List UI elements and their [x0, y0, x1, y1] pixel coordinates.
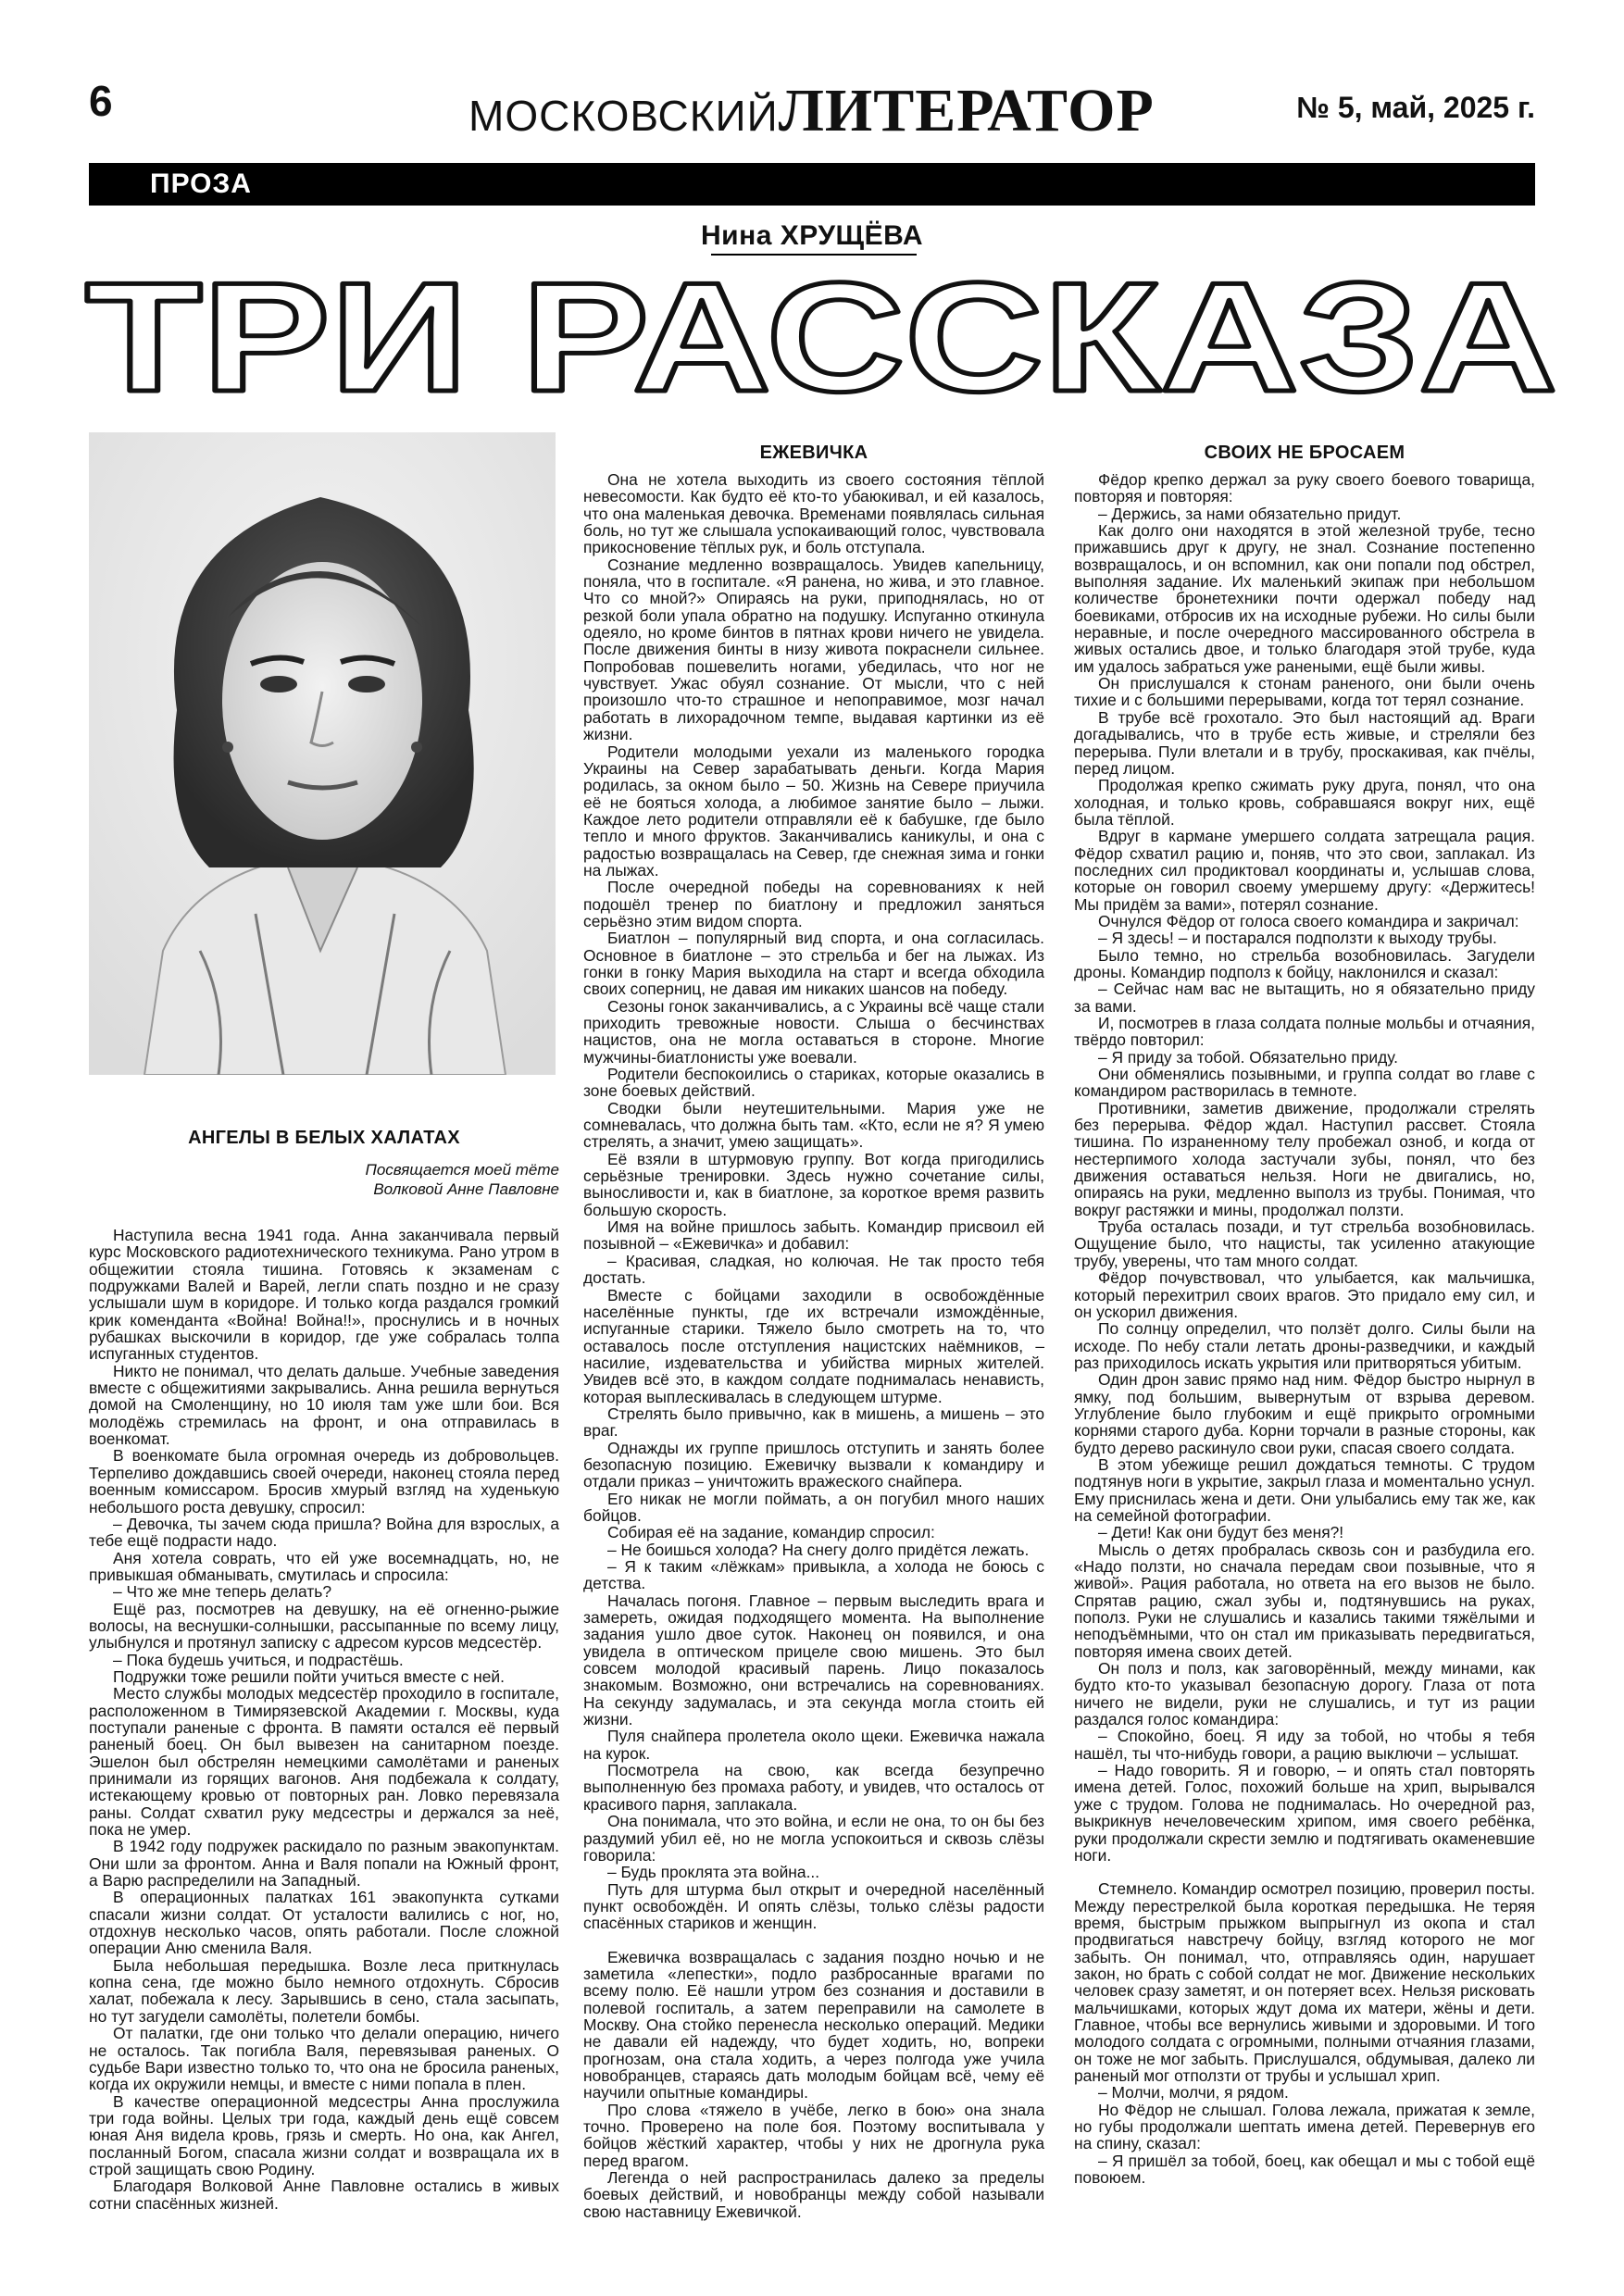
- author-photo: [89, 432, 556, 1075]
- story-body-ours: [1074, 471, 1535, 2186]
- paragraph: Мысль о детях пробралась сквозь сон и разбудила его. «Надо ползти, но сначала передам свои позывные, что я живой». Рация работала, но ответа на его вызов не было. Спрятав рацию, сжал зубы и, подтянувшись на руках, пополз. Руки не слушались и казались такими тяжёлыми и неподъёмными, что он стал им приказывать передвигаться, повторяя имена своих детей.: [1074, 1540, 1535, 1661]
- paragraph: – Сейчас нам вас не вытащить, но я обязательно приду за вами.: [1074, 980, 1535, 1016]
- paragraph: Благодаря Волковой Анне Павловне остались в живых сотни спасённых жизней.: [89, 2177, 559, 2213]
- paragraph: Место службы молодых медсестёр проходило в госпитале, расположенном в Тимирязевской Академии г. Москвы, куда поступали раненые с фронта. В памяти остался её первый раненый боец. Он был вывезен на санитарном поезде. Эшелон был обстрелян немецкими самолётами и раненых принимали из горящих вагонов. Аня подбежала к солдату, истекающему кровью от повторных ран. Ловко перевязала раны. Солдат схватил руку медсестры и держался за неё, пока не умер.: [89, 1684, 559, 1840]
- headline: [76, 263, 1567, 411]
- paragraph: Очнулся Фёдор от голоса своего командира и закричал:: [1098, 911, 1519, 930]
- paragraph: – Я приду за тобой. Обязательно приду.: [1098, 1047, 1399, 1067]
- story-body-angels: [89, 1227, 559, 2212]
- paragraph: Сводки были неутешительными. Мария уже не сомневалась, что должна быть там. «Кто, если не я? Я умею стрелять, а значит, умею защищать».: [583, 1098, 1044, 1152]
- author-name: Нина ХРУЩЁВА: [700, 220, 923, 251]
- paragraph: В военкомате была огромная очередь из добровольцев. Терпеливо дождавшись своей очереди, наконец стояла перед военным комиссаром. Бросив хмурый взгляд на худенькую небольшого роста девушку, спросил:: [89, 1446, 559, 1516]
- paragraph: Пуля снайпера пролетела около щеки. Ежевичка нажала на курок.: [583, 1727, 1044, 1763]
- story-body-blackberry: [583, 471, 1044, 2220]
- paragraph: Имя на войне пришлось забыть. Командир присвоил ей позывной – «Ежевичка» и добавил:: [583, 1217, 1044, 1254]
- paragraph: Наступила весна 1941 года. Анна заканчивала первый курс Московского радиотехнического техникума. Рано утром в общежитии стояла тишина. Готовясь к экзаменам с подружками Валей и Варей, легли спать поздно и не сразу услышали шум в коридоре. И только когда раздался громкий крик коменданта «Война! Война!!», проснулись и в ночных рубашках выскочили в коридор, где уже собралась толпа испуганных студентов.: [89, 1226, 559, 1364]
- issue-date: № 5, май, 2025 г.: [1296, 91, 1535, 124]
- paragraph: Противники, заметив движение, продолжали стрелять без перерыва. Фёдор ждал. Наступил рассвет. Стояла тишина. По израненному телу пробежал озноб, и когда от нестерпимого холода застучали зубы, понял, что без движения оставаться нельзя. Ноги не двигались, но, опираясь на руки, медленно выполз из трубы. Понимая, что вокруг растяжки и мины, продолжал ползти.: [1074, 1098, 1535, 1219]
- paragraph: Посмотрела на свою, как всегда безупречно выполненную без промаха работу, и увидев, что осталось от красивого парня, заплакала.: [583, 1761, 1044, 1814]
- paragraph: Было темно, но стрельба возобновилась. Загудели дроны. Командир подполз к бойцу, наклонился и сказал:: [1074, 945, 1535, 981]
- paragraph: Сезоны гонок заканчивались, а с Украины всё чаще стали приходить тревожные новости. Слыша о бесчинствах нацистов, она не могла оставаться в стороне. Многие мужчины-биатлонисты уже воевали.: [583, 996, 1044, 1067]
- logo-part-literator: ЛИТЕРАТОР: [778, 77, 1155, 144]
- story-title-angels: АНГЕЛЫ В БЕЛЫХ ХАЛАТАХ: [188, 1128, 460, 1148]
- newspaper-logo: [468, 76, 1155, 146]
- paragraph: – Девочка, ты зачем сюда пришла? Война для взрослых, а тебе ещё подрасти надо.: [89, 1514, 559, 1551]
- paragraph: Его никак не могли поймать, а он погубил много наших бойцов.: [583, 1489, 1044, 1525]
- paragraph: Ещё раз, посмотрев на девушку, на её огненно-рыжие волосы, на веснушки-солнышки, рассыпанные по всему лицу, улыбнулся и протянул записку с адресом курсов медсестёр.: [89, 1599, 559, 1653]
- paragraph: Она понимала, что это война, и если не она, то он бы без раздумий убил её, но не могла успокоиться и сквозь слёзы говорила:: [583, 1812, 1044, 1865]
- rubric-label: ПРОЗА: [150, 168, 252, 199]
- paragraph: Сознание медленно возвращалось. Увидев капельницу, поняла, что в госпитале. «Я ранена, но жива, и это главное. Что со мной?» Опираясь на руки, приподнялась, но от резкой боли упала обратно на подушку. Испуганно откинула одеяло, но кроме бинтов в пятнах крови ничего не увидела. После движения бинты в низу живота покраснели сильнее. Попробовав пошевелить ногами, убедилась, что ног не чувствует. Ужас обуял сознание. От мысли, что с ней произошло что-то страшное и непоправимое, мозг начал работать в лихорадочном темпе, выдавая картинки из её жизни.: [583, 555, 1044, 744]
- paragraph: Как долго они находятся в этой железной трубе, тесно прижавшись друг к другу, не знал. Сознание постепенно возвращалось, и он вспомнил, как они попали под обстрел, выполняя задание. Их маленький экипаж при небольшом количестве бронетехники почти одержал победу над боевиками, отбросив их на исходные рубежи. Но силы были неравные, и после очередного массированного обстрела в живых остались двое, и только благодаря этой трубе, куда им удалось забраться уже ранеными, ещё были живы.: [1074, 521, 1535, 676]
- masthead: [0, 76, 1624, 154]
- dedication-line: Посвящается моей тёте: [365, 1161, 559, 1179]
- paragraph: – Я к таким «лёжкам» привыкла, а холода не боюсь с детства.: [583, 1557, 1044, 1593]
- paragraph: В качестве операционной медсестры Анна прослужила три года войны. Целых три года, каждый день ещё совсем юная Аня видела кровь, грязь и смерть. Но она, как Ангел, посланный Богом, спасала жизни солдат и возвращала их в строй защищать свою Родину.: [89, 2091, 559, 2178]
- paragraph: Родители молодыми уехали из маленького городка Украины на Север зарабатывать деньги. Когда Мария родилась, за окном было – 50. Жизнь на Севере приучила её не бояться холода, а любимое занятие было – лыжи. Каждое лето родители отправляли её к бабушке, где было тепло и много фруктов. Заканчивались каникулы, и она с радостью возвращалась на Север, где снежная зима и гонки на лыжах.: [583, 742, 1044, 880]
- paragraph: – Я здесь! – и постарался подползти к выходу трубы.: [1098, 929, 1497, 948]
- author-underline: [711, 254, 917, 256]
- paragraph: – Держись, за нами обязательно придут.: [1098, 504, 1402, 523]
- paragraph: Стемнело. Командир осмотрел позицию, проверил посты. Между перестрелкой была короткая передышка. Не теряя время, быстрым прыжком выпрыгнул из окопа и стал продвигаться навстречу бойцу, взгляд которого не мог забыть. Он понимал, что, отправляясь один, нарушает закон, но брать с собой солдат не мог. Движение нескольких человек сразу заметят, и он потеряет всех. Нельзя рисковать мальчишками, которых ждут дома их матери, жёны и дети. Главное, чтобы все вернулись живыми и здоровыми. И того молодого солдата с огромными, полными отчаяния глазами, он тоже не мог забыть. Прислушался, обдумывая, далеко ли раненый мог отползти от трубы и услышал хрип.: [1074, 1879, 1535, 2085]
- logo-part-moskovsky: МОСКОВСКИЙ: [468, 92, 779, 140]
- paragraph: Подружки тоже решили пойти учиться вместе с ней.: [113, 1666, 505, 1686]
- paragraph: По солнцу определил, что ползёт долго. Силы были на исходе. По небу стали летать дроны-разведчики, и каждый раз приходилось искать укрытия или притворяться убитым.: [1074, 1319, 1535, 1372]
- paragraph: Собирая её на задание, командир спросил:: [607, 1523, 935, 1542]
- paragraph: Стрелять было привычно, как в мишень, а мишень – это враг.: [583, 1404, 1044, 1441]
- paragraph: Фёдор крепко держал за руку своего боевого товарища, повторяя и повторяя:: [1074, 470, 1535, 506]
- paragraph: – Что же мне теперь делать?: [113, 1582, 332, 1602]
- paragraph: В этом убежище решил дождаться темноты. С трудом подтянув ноги в укрытие, закрыл глаза и моментально уснул. Ему приснилась жена и дети. Они улыбались ему так же, как на семейной фотографии.: [1074, 1454, 1535, 1525]
- paragraph: Легенда о ней распространилась далеко за пределы боевых действий, и новобранцы между собой называли свою наставницу Ежевичкой.: [583, 2168, 1044, 2221]
- story-dedication: [89, 1160, 559, 1199]
- paragraph: Родители беспокоились о стариках, которые оказались в зоне боевых действий.: [583, 1065, 1044, 1101]
- paragraph: Вдруг в кармане умершего солдата затрещала рация. Фёдор схватил рацию и, поняв, что это свои, заплакал. Из последних сил продиктовал координаты и, услышав слова, которые он говорил своему умершему другу: «Держитесь! Мы придём за вами», потерял сознание.: [1074, 827, 1535, 914]
- paragraph: И, посмотрев в глаза солдата полные мольбы и отчаяния, твёрдо повторил:: [1074, 1014, 1535, 1050]
- paragraph: – Дети! Как они будут без меня?!: [1098, 1523, 1344, 1542]
- dedication-line: Волковой Анне Павловне: [373, 1180, 559, 1198]
- paragraph: В операционных палатках 161 эвакопункта сутками спасали жизни солдат. От усталости валились с ног, но, отдохнув несколько часов, опять работали. После сложной операции Аню сменила Валя.: [89, 1888, 559, 1958]
- paragraph: От палатки, где они только что делали операцию, ничего не осталось. Так погибла Валя, перевязывая раненых. О судьбе Вари известно только то, что она не бросила раненых, когда их окружили немцы, и вместе с ними попала в плен.: [89, 2024, 559, 2094]
- paragraph: Вместе с бойцами заходили в освобождённые населённые пункты, где их встречали измождённые, испуганные старики. Тяжело было смотреть на то, что оставалось после отступления нацистских наёмников, – насилие, издевательства и убийства мирных жителей. Увидев всё это, в каждом солдате поднималась ненависть, которая выплескивалась в следующем штурме.: [583, 1285, 1044, 1406]
- paragraph: Они обменялись позывными, и группа солдат во главе с командиром растворилась в темноте.: [1074, 1065, 1535, 1101]
- paragraph: Он прислушался к стонам раненого, они были очень тихие и с большими перерывами, когда тот терял сознание.: [1074, 674, 1535, 710]
- paragraph: Но Фёдор не слышал. Голова лежала, прижатая к земле, но губы продолжали шептать имена детей. Перевернув его на спину, сказал:: [1074, 2100, 1535, 2153]
- paragraph: Её взяли в штурмовую группу. Вот когда пригодились серьёзные тренировки. Здесь нужно сочетание силы, выносливости и, как в биатлоне, за короткое время развить большую скорость.: [583, 1149, 1044, 1219]
- paragraph: – Молчи, молчи, я рядом.: [1098, 2083, 1289, 2103]
- paragraph: После очередной победы на соревнованиях к ней подошёл тренер по биатлону и предложил заняться серьёзно этим видом спорта.: [583, 878, 1044, 930]
- paragraph: В трубе всё грохотало. Это был настоящий ад. Враги догадывались, что в трубе есть живые, и стреляли без перерыва. Пули влетали и в трубу, проскакивая, как пчёлы, перед лицом.: [1074, 707, 1535, 778]
- paragraph: В 1942 году подружек раскидало по разным эвакопунктам. Они шли за фронтом. Анна и Валя попали на Южный фронт, а Варю распределили на Западный.: [89, 1837, 559, 1890]
- paragraph: Продолжая крепко сжимать руку друга, понял, что она холодная, и только кровь, собравшаяся вокруг них, ещё была тёплой.: [1074, 776, 1535, 829]
- paragraph: – Будь проклята эта война...: [607, 1863, 820, 1882]
- paragraph: – Не боишься холода? На снегу долго придётся лежать.: [607, 1540, 1030, 1559]
- paragraph: Один дрон завис прямо над ним. Фёдор быстро нырнул в ямку, под большим, вывернутым от взрыва деревом. Углубление было глубоким и ещё прикрыто огромными корнями старого дуба. Корни торчали в разные стороны, как будто дерево раскинуло свои руки, спасая своего солдата.: [1074, 1370, 1535, 1457]
- rubric-bar: [89, 163, 1535, 206]
- paragraph: Началась погоня. Главное – первым выследить врага и замереть, ожидая подходящего момента. На выполнение задания ушло двое суток. Наконец он появился, и она увидела в оптическом прицеле свою мишень. Это был совсем молодой красивый парень. Лицо показалось знакомым. Возможно, они встречались на соревнованиях. На секунду задумалась, и эта секунда могла стоить ей жизни.: [583, 1591, 1044, 1729]
- paragraph: Про слова «тяжело в учёбе, легко в бою» она знала точно. Проверено на поле боя. Поэтому воспитывала у бойцов жёсткий характер, чтобы у них не дрогнула рука перед врагом.: [583, 2100, 1044, 2170]
- story-title-ours: СВОИХ НЕ БРОСАЕМ: [1204, 443, 1405, 463]
- paragraph: Однажды их группе пришлось отступить и занять более безопасную позицию. Ежевичку вызвали к командиру и отдали приказ – уничтожить вражеского снайпера.: [583, 1438, 1044, 1491]
- paragraph: Фёдор почувствовал, что улыбается, как мальчишка, который перехитрил своих врагов. Это придало ему сил, и он ускорил движения.: [1074, 1268, 1535, 1321]
- paragraph: – Пока будешь учиться, и подрастёшь.: [113, 1650, 404, 1669]
- paragraph: Ежевичка возвращалась с задания поздно ночью и не заметила «лепестки», подло разбросанные врагами по всему полю. Её нашли утром без сознания и доставили в полевой госпиталь, а затем переправили на самолете в Москву. Она стойко перенесла несколько операций. Медики не давали ей надежду, что будет ходить, но, вопреки прогнозам, она стала ходить, а через полгода уже учила новобранцев, стараясь дать молодым бойцам всё, чему её научили опытные командиры.: [583, 1947, 1044, 2103]
- paragraph: – Надо говорить. Я и говорю, – и опять стал повторять имена детей. Голос, похожий больше на хрип, вырывался уже с трудом. Голова не поднималась. Но очередной раз, выкрикнув нечеловеческим хрипом, имя своего ребёнка, руки продолжали скрести землю и подтягивать окаменевшие ноги.: [1074, 1761, 1535, 1865]
- paragraph: Никто не понимал, что делать дальше. Учебные заведения вместе с общежитиями закрывались. Анна решила вернуться домой на Смоленщину, но 10 июля там уже шли бои. Вся молодёжь стремилась на фронт, и она отправилась в военкомат.: [89, 1361, 559, 1449]
- paragraph: – Я пришёл за тобой, боец, как обещал и мы с тобой ещё повоюем.: [1074, 2151, 1535, 2188]
- paragraph: Была небольшая передышка. Возле леса приткнулась копна сена, где можно было немного отдохнуть. Сбросив халат, побежала к лесу. Зарывшись в сено, стала засыпать, но тут загудели самолёты, полетели бомбы.: [89, 1955, 559, 2026]
- paragraph: – Красивая, сладкая, но колючая. Не так просто тебя достать.: [583, 1251, 1044, 1288]
- paragraph: Биатлон – популярный вид спорта, и она согласилась. Основное в биатлоне – это стрельба и бег на лыжах. Из гонки в гонку Мария выходила на старт и всегда обходила своих соперниц, не давая им никаких шансов на победу.: [583, 929, 1044, 999]
- paragraph: Она не хотела выходить из своего состояния тёплой невесомости. Как будто её кто-то убаюкивал, и ей казалось, что она маленькая девочка. Временами появлялась сильная боль, но тут же слышала успокаивающий голос, чувствовала прикосновение тёплых рук, и боль отступала.: [583, 470, 1044, 557]
- paragraph: Труба осталась позади, и тут стрельба возобновилась. Ощущение было, что нацисты, так усиленно атакующие трубу, уверены, что там много солдат.: [1074, 1217, 1535, 1270]
- headline-text: ТРИ РАССКАЗА: [85, 263, 1558, 411]
- paragraph: Путь для штурма был открыт и очередной населённый пункт освобождён. И опять слёзы, только слёзы радости спасённых стариков и женщин.: [583, 1879, 1044, 1933]
- paragraph: Он полз и полз, как заговорённый, между минами, как будто кто-то указывал безопасную дорогу. Глаза от пота ничего не видели, руки не слушались, и тут из рации раздался голос командира:: [1074, 1659, 1535, 1729]
- page-number: 6: [89, 77, 113, 125]
- story-title-blackberry: ЕЖЕВИЧКА: [759, 443, 868, 463]
- paragraph: – Спокойно, боец. Я иду за тобой, но чтобы я тебя нашёл, ты что-нибудь говори, а рацию выключи – услышат.: [1074, 1727, 1535, 1763]
- paragraph: Аня хотела соврать, что ей уже восемнадцать, но, не привыкшая обманывать, смутилась и спросила:: [89, 1548, 559, 1584]
